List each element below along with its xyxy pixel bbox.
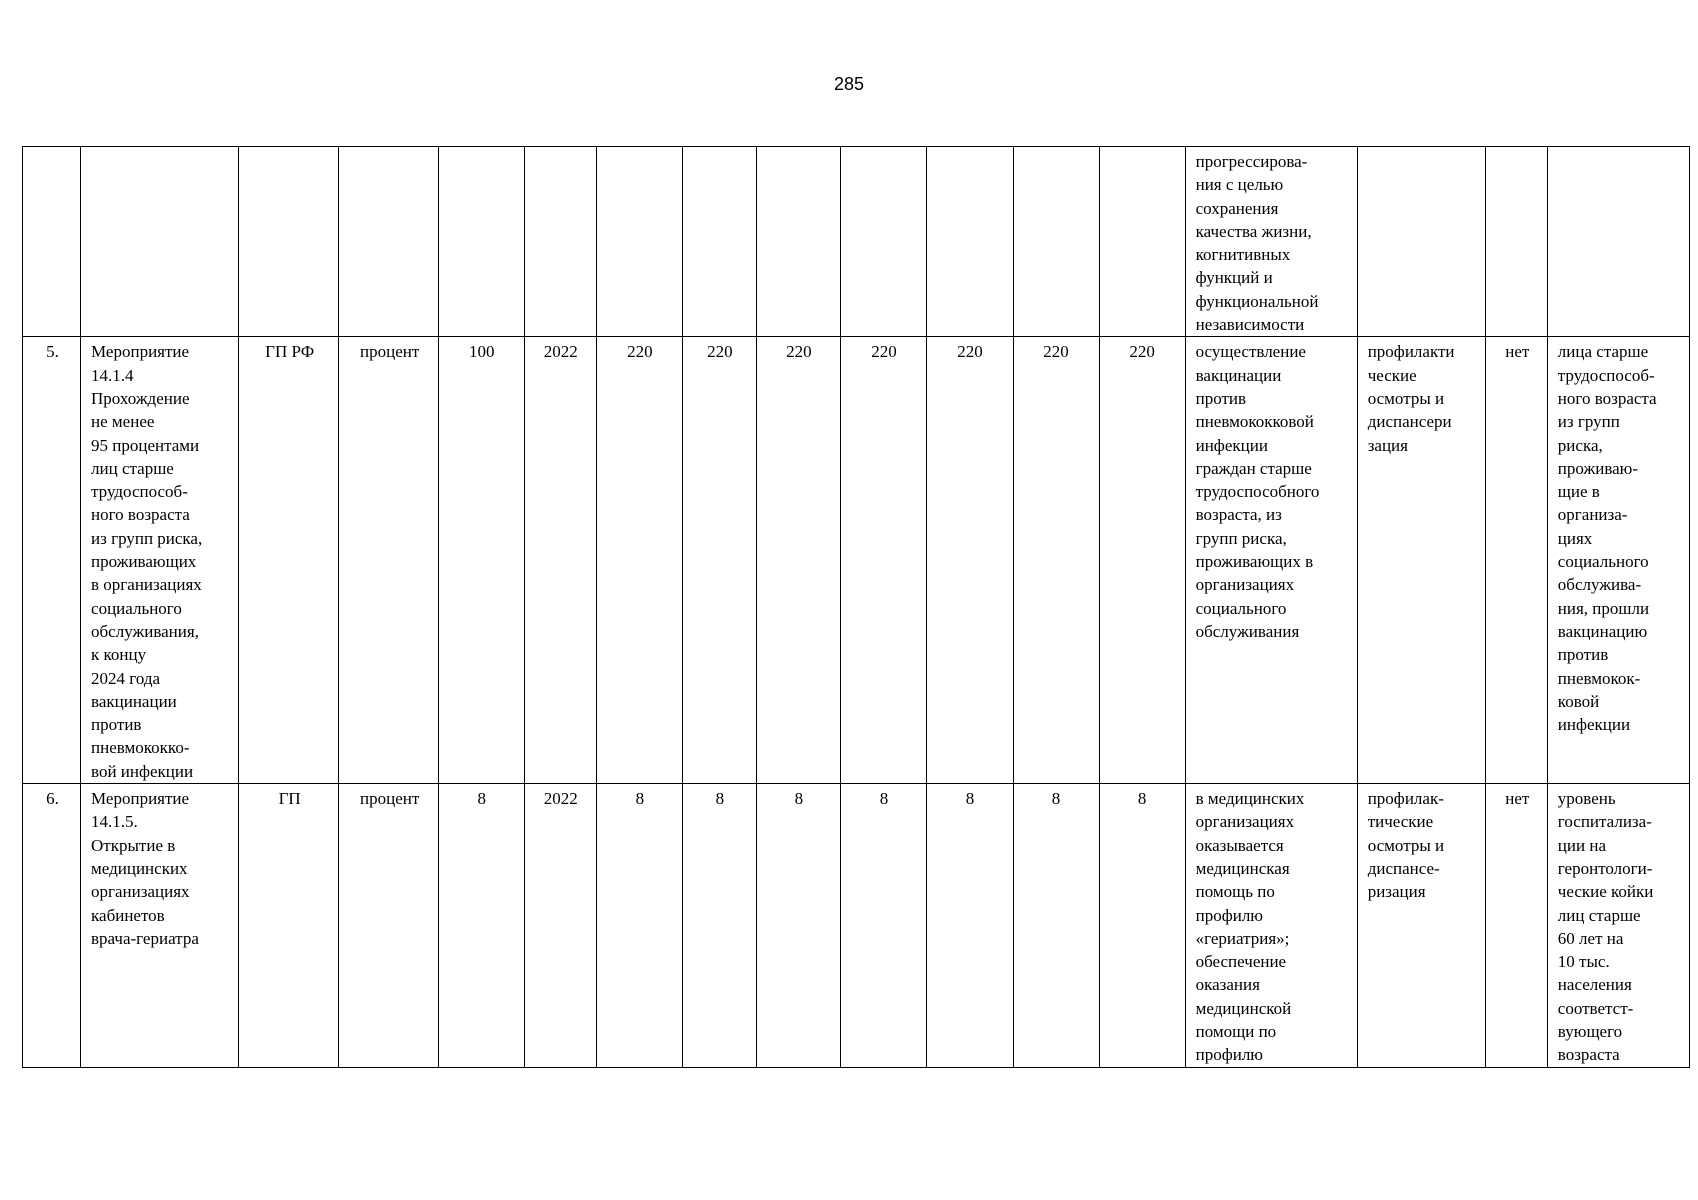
cell-source: ГП РФ xyxy=(239,337,339,784)
cell-value xyxy=(439,147,525,337)
cell-value: 220 xyxy=(757,337,841,784)
cell-year: 2022 xyxy=(525,337,597,784)
cell-value: 8 xyxy=(841,784,927,1068)
cell-number xyxy=(23,147,81,337)
activities-table xyxy=(22,146,1690,1068)
cell-unit xyxy=(339,147,439,337)
cell-value: 220 xyxy=(927,337,1013,784)
cell-linked-activity: профилакти ческие осмотры и диспансери зация xyxy=(1357,337,1485,784)
cell-value: 8 xyxy=(683,784,757,1068)
cell-value xyxy=(597,147,683,337)
cell-indicator: лица старше трудоспособ- ного возраста из групп риска, проживаю- щие в организа- циях социального обслужива- ния, прошли вакцинацию против пневмокок- ковой инфекции xyxy=(1547,337,1689,784)
table-row xyxy=(23,784,1690,1068)
cell-value: 220 xyxy=(683,337,757,784)
cell-activity xyxy=(81,147,239,337)
page-number: 285 xyxy=(833,74,865,94)
cell-description: в медицинских организациях оказывается медицинская помощь по профилю «гериатрия»; обеспечение оказания медицинской помощи по профилю xyxy=(1185,784,1357,1068)
cell-value xyxy=(757,147,841,337)
cell-number: 5. xyxy=(23,337,81,784)
cell-flag: нет xyxy=(1485,784,1547,1068)
cell-value: 8 xyxy=(597,784,683,1068)
cell-value: 8 xyxy=(1013,784,1099,1068)
cell-year xyxy=(525,147,597,337)
cell-value: 8 xyxy=(757,784,841,1068)
cell-unit: процент xyxy=(339,337,439,784)
cell-value: 100 xyxy=(439,337,525,784)
cell-activity: Мероприятие 14.1.5. Открытие в медицинских организациях кабинетов врача-гериатра xyxy=(81,784,239,1068)
cell-value xyxy=(683,147,757,337)
cell-value: 220 xyxy=(1099,337,1185,784)
cell-value: 220 xyxy=(597,337,683,784)
cell-flag xyxy=(1485,147,1547,337)
cell-value xyxy=(841,147,927,337)
cell-value xyxy=(1099,147,1185,337)
table-row xyxy=(23,147,1690,337)
cell-unit: процент xyxy=(339,784,439,1068)
cell-source xyxy=(239,147,339,337)
cell-source: ГП xyxy=(239,784,339,1068)
cell-activity: Мероприятие 14.1.4 Прохождение не менее 95 процентами лиц старше трудоспособ- ного возраста из групп риска, проживающих в организациях социального обслуживания, к концу 2024 года вакцинации против пневмококко- вой инфекции xyxy=(81,337,239,784)
cell-indicator: уровень госпитализа- ции на геронтологи- ческие койки лиц старше 60 лет на 10 тыс. населения соответст- вующего возраста xyxy=(1547,784,1689,1068)
cell-value: 220 xyxy=(1013,337,1099,784)
table-row xyxy=(23,337,1690,784)
cell-value: 8 xyxy=(1099,784,1185,1068)
cell-value: 8 xyxy=(927,784,1013,1068)
cell-value xyxy=(927,147,1013,337)
cell-indicator xyxy=(1547,147,1689,337)
cell-description: прогрессирова- ния с целью сохранения качества жизни, когнитивных функций и функциональной независимости xyxy=(1185,147,1357,337)
cell-value: 8 xyxy=(439,784,525,1068)
cell-description: осуществление вакцинации против пневмококковой инфекции граждан старше трудоспособного возраста, из групп риска, проживающих в организациях социального обслуживания xyxy=(1185,337,1357,784)
cell-value: 220 xyxy=(841,337,927,784)
cell-value xyxy=(1013,147,1099,337)
cell-flag: нет xyxy=(1485,337,1547,784)
cell-linked-activity xyxy=(1357,147,1485,337)
cell-year: 2022 xyxy=(525,784,597,1068)
cell-number: 6. xyxy=(23,784,81,1068)
cell-linked-activity: профилак- тические осмотры и диспансе- ризация xyxy=(1357,784,1485,1068)
